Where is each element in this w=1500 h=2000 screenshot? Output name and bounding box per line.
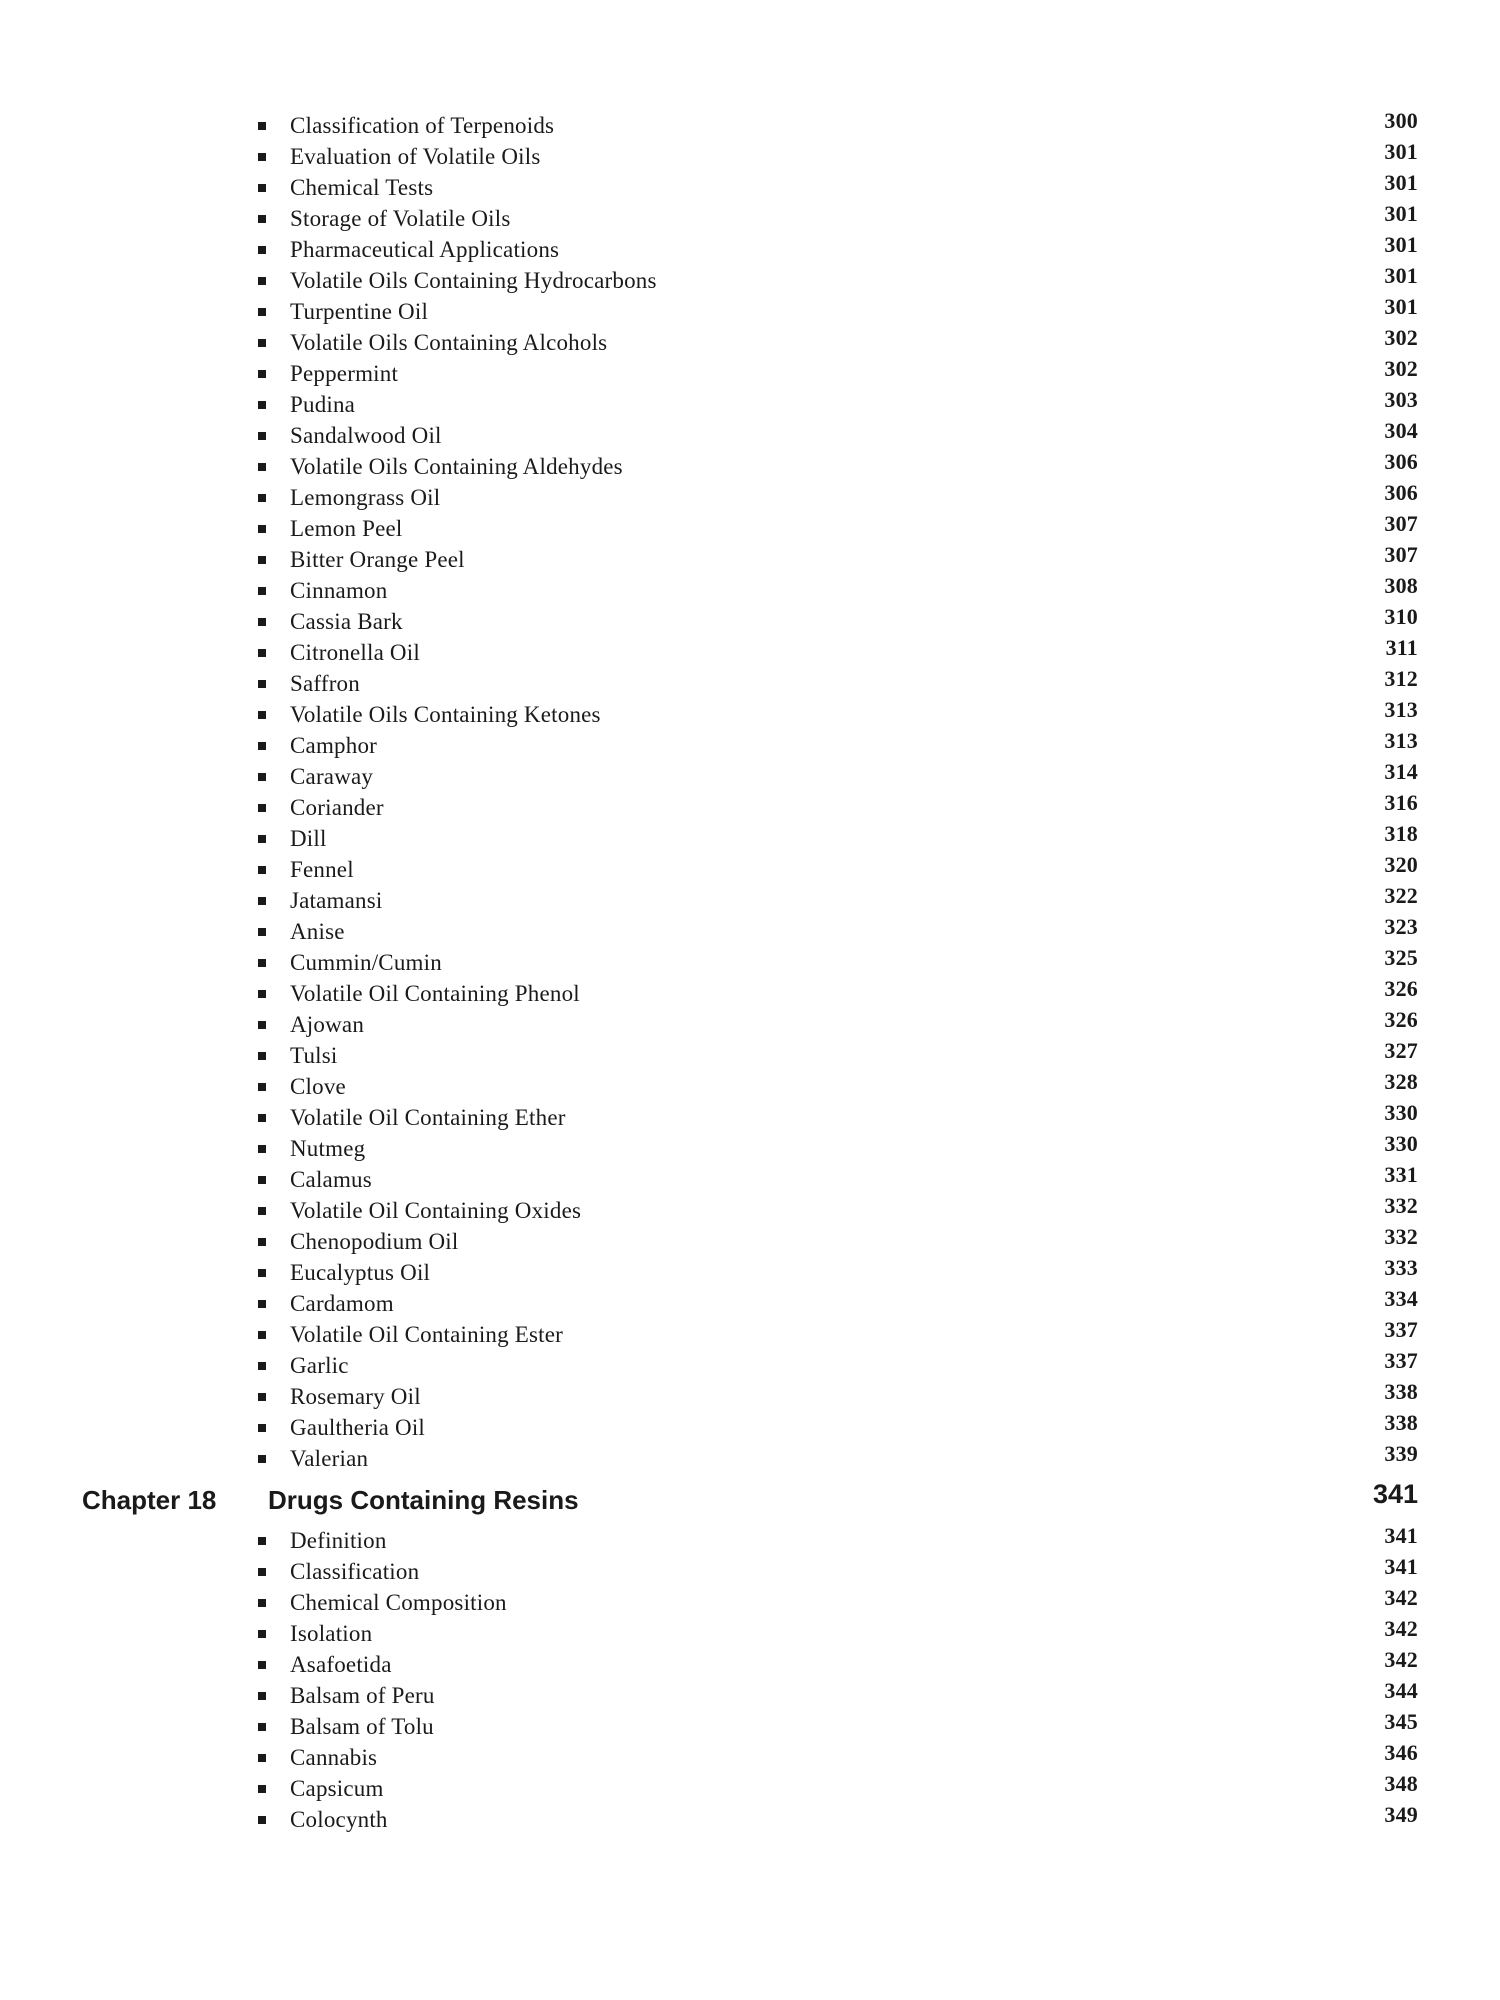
toc-entry-label: Volatile Oil Containing Oxides [290,1198,582,1223]
toc-entry-page-number: 337 [1384,1317,1418,1342]
toc-entry-page-number: 346 [1384,1740,1418,1765]
toc-entry-page-number: 307 [1384,542,1418,567]
toc-entry [258,637,1418,668]
toc-entry [258,1618,1418,1649]
toc-entry [258,1288,1418,1319]
toc-entry [258,513,1418,544]
toc-entry [258,1443,1418,1474]
toc-entry-page-number: 312 [1384,666,1418,691]
square-bullet-icon [258,122,266,130]
toc-entry-label: Citronella Oil [290,640,420,665]
toc-entry-label: Sandalwood Oil [290,423,442,448]
toc-entry-label: Cassia Bark [290,609,403,634]
toc-entry [258,1412,1418,1443]
toc-entry [258,358,1418,389]
toc-entry [258,947,1418,978]
toc-entry-label: Volatile Oils Containing Ketones [290,702,601,727]
square-bullet-icon [258,1393,266,1401]
toc-entry-page-number: 349 [1384,1802,1418,1827]
toc-entry-page-number: 302 [1384,325,1418,350]
square-bullet-icon [258,587,266,595]
toc-entry-label: Valerian [290,1446,369,1471]
toc-entry-label: Volatile Oil Containing Ether [290,1105,566,1130]
toc-entry [258,141,1418,172]
toc-entry-page-number: 338 [1384,1410,1418,1435]
toc-entry-page-number: 303 [1384,387,1418,412]
square-bullet-icon [258,866,266,874]
toc-entry-page-number: 306 [1384,449,1418,474]
toc-entry [258,1525,1418,1556]
toc-entry-label: Classification of Terpenoids [290,113,555,138]
toc-entry-label: Peppermint [290,361,399,386]
toc-entry [258,482,1418,513]
toc-entry [258,792,1418,823]
toc-entry [258,110,1418,141]
toc-entry [258,1649,1418,1680]
toc-entry-label: Volatile Oils Containing Alcohols [290,330,608,355]
toc-entry [258,1257,1418,1288]
square-bullet-icon [258,1785,266,1793]
toc-entry-label: Ajowan [290,1012,365,1037]
toc-entry [258,606,1418,637]
toc-entry-label: Dill [290,826,327,851]
toc-entry-label: Caraway [290,764,374,789]
toc-entry [258,1164,1418,1195]
toc-entry-label: Chenopodium Oil [290,1229,459,1254]
toc-entry-label: Jatamansi [290,888,383,913]
square-bullet-icon [258,990,266,998]
toc-entry-label: Cardamom [290,1291,394,1316]
chapter-title: Drugs Containing Resins [268,1485,579,1515]
toc-entry-label: Asafoetida [290,1652,392,1677]
square-bullet-icon [258,246,266,254]
toc-entry-label: Cummin/Cumin [290,950,442,975]
toc-entry [258,730,1418,761]
square-bullet-icon [258,1331,266,1339]
square-bullet-icon [258,370,266,378]
toc-entry [258,668,1418,699]
toc-entry-label: Volatile Oils Containing Hydrocarbons [290,268,657,293]
square-bullet-icon [258,1052,266,1060]
toc-entry-label: Clove [290,1074,346,1099]
toc-entry-label: Tulsi [290,1043,338,1068]
toc-entry-page-number: 323 [1384,914,1418,939]
square-bullet-icon [258,1300,266,1308]
square-bullet-icon [258,742,266,750]
toc-entry [258,1226,1418,1257]
toc-entry [258,575,1418,606]
toc-entry-page-number: 332 [1384,1224,1418,1249]
toc-entry [258,203,1418,234]
square-bullet-icon [258,804,266,812]
toc-entry-label: Evaluation of Volatile Oils [290,144,541,169]
square-bullet-icon [258,1114,266,1122]
square-bullet-icon [258,1599,266,1607]
toc-entry-page-number: 339 [1384,1441,1418,1466]
square-bullet-icon [258,1021,266,1029]
square-bullet-icon [258,1207,266,1215]
square-bullet-icon [258,1568,266,1576]
toc-entry-page-number: 304 [1384,418,1418,443]
toc-entry-label: Pharmaceutical Applications [290,237,560,262]
toc-entry [258,1350,1418,1381]
toc-entry-page-number: 316 [1384,790,1418,815]
square-bullet-icon [258,215,266,223]
toc-entry-page-number: 301 [1384,294,1418,319]
square-bullet-icon [258,1145,266,1153]
toc-entry-label: Bitter Orange Peel [290,547,465,572]
toc-entry-label: Isolation [290,1621,373,1646]
toc-entry-label: Balsam of Peru [290,1683,435,1708]
toc-entry-page-number: 313 [1384,697,1418,722]
square-bullet-icon [258,897,266,905]
toc-entry-page-number: 348 [1384,1771,1418,1796]
square-bullet-icon [258,1754,266,1762]
square-bullet-icon [258,463,266,471]
toc-entry-label: Calamus [290,1167,372,1192]
toc-entry-page-number: 300 [1384,108,1418,133]
toc-entry-label: Capsicum [290,1776,384,1801]
toc-entry-page-number: 330 [1384,1131,1418,1156]
toc-entry-page-number: 322 [1384,883,1418,908]
toc-entry-page-number: 326 [1384,1007,1418,1032]
toc-entry [258,1195,1418,1226]
toc-entry [258,296,1418,327]
toc-entry-label: Cinnamon [290,578,388,603]
toc-entry-label: Rosemary Oil [290,1384,421,1409]
toc-entry-page-number: 313 [1384,728,1418,753]
toc-entry-label: Turpentine Oil [290,299,429,324]
square-bullet-icon [258,1238,266,1246]
square-bullet-icon [258,835,266,843]
toc-entry-label: Chemical Composition [290,1590,507,1615]
square-bullet-icon [258,432,266,440]
toc-entry [258,1102,1418,1133]
square-bullet-icon [258,928,266,936]
toc-entry-page-number: 341 [1384,1523,1418,1548]
toc-entry-page-number: 301 [1384,139,1418,164]
toc-entry [258,916,1418,947]
toc-entry-label: Volatile Oil Containing Ester [290,1322,564,1347]
square-bullet-icon [258,401,266,409]
toc-entry-label: Nutmeg [290,1136,366,1161]
toc-entry-page-number: 318 [1384,821,1418,846]
chapter-number: Chapter 18 [82,1485,217,1515]
toc-entry [258,327,1418,358]
toc-entry [258,1804,1418,1835]
toc-entry [258,854,1418,885]
square-bullet-icon [258,649,266,657]
toc-entry-page-number: 344 [1384,1678,1418,1703]
toc-entry-page-number: 307 [1384,511,1418,536]
toc-entry-label: Garlic [290,1353,349,1378]
toc-entry-page-number: 306 [1384,480,1418,505]
square-bullet-icon [258,959,266,967]
square-bullet-icon [258,773,266,781]
toc-entry-label: Classification [290,1559,420,1584]
square-bullet-icon [258,680,266,688]
toc-entry-label: Saffron [290,671,360,696]
toc-list-volatile-oils [258,110,1418,1474]
square-bullet-icon [258,1816,266,1824]
toc-entry-label: Definition [290,1528,387,1553]
chapter-page-number: 341 [1372,1479,1418,1509]
toc-entry-page-number: 341 [1384,1554,1418,1579]
square-bullet-icon [258,277,266,285]
toc-entry [258,234,1418,265]
toc-entry-page-number: 327 [1384,1038,1418,1063]
toc-entry-page-number: 302 [1384,356,1418,381]
toc-entry-label: Eucalyptus Oil [290,1260,431,1285]
toc-entry [258,761,1418,792]
toc-entry-label: Lemongrass Oil [290,485,441,510]
toc-entry [258,1742,1418,1773]
toc-entry-page-number: 337 [1384,1348,1418,1373]
toc-entry-page-number: 314 [1384,759,1418,784]
chapter-heading [82,1480,1418,1520]
toc-entry-label: Cannabis [290,1745,378,1770]
toc-entry [258,1133,1418,1164]
toc-entry-page-number: 330 [1384,1100,1418,1125]
toc-entry-page-number: 310 [1384,604,1418,629]
square-bullet-icon [258,494,266,502]
square-bullet-icon [258,1176,266,1184]
toc-entry-page-number: 342 [1384,1647,1418,1672]
square-bullet-icon [258,556,266,564]
toc-entry [258,1071,1418,1102]
toc-entry [258,1319,1418,1350]
toc-entry [258,265,1418,296]
toc-entry-page-number: 301 [1384,170,1418,195]
toc-entry-label: Coriander [290,795,384,820]
toc-entry [258,544,1418,575]
toc-entry-label: Anise [290,919,345,944]
square-bullet-icon [258,308,266,316]
toc-entry [258,389,1418,420]
toc-entry-label: Storage of Volatile Oils [290,206,511,231]
toc-entry-page-number: 311 [1385,635,1418,660]
toc-entry [258,699,1418,730]
toc-entry-label: Volatile Oils Containing Aldehydes [290,454,623,479]
toc-entry-page-number: 334 [1384,1286,1418,1311]
toc-entry-page-number: 301 [1384,263,1418,288]
toc-entry [258,172,1418,203]
square-bullet-icon [258,1269,266,1277]
toc-entry-page-number: 301 [1384,232,1418,257]
toc-entry-page-number: 301 [1384,201,1418,226]
toc-entry-page-number: 345 [1384,1709,1418,1734]
toc-list-resins [258,1525,1418,1835]
toc-entry [258,420,1418,451]
toc-entry [258,1556,1418,1587]
toc-entry-label: Lemon Peel [290,516,403,541]
toc-entry [258,1773,1418,1804]
toc-entry-page-number: 333 [1384,1255,1418,1280]
square-bullet-icon [258,1630,266,1638]
toc-entry-label: Pudina [290,392,356,417]
toc-entry-label: Gaultheria Oil [290,1415,426,1440]
toc-entry-page-number: 331 [1384,1162,1418,1187]
square-bullet-icon [258,525,266,533]
toc-entry [258,1711,1418,1742]
square-bullet-icon [258,1424,266,1432]
toc-entry [258,1587,1418,1618]
toc-entry [258,978,1418,1009]
square-bullet-icon [258,1537,266,1545]
toc-entry [258,885,1418,916]
toc-entry-page-number: 342 [1384,1585,1418,1610]
toc-entry [258,451,1418,482]
toc-entry [258,1040,1418,1071]
toc-entry-page-number: 325 [1384,945,1418,970]
square-bullet-icon [258,618,266,626]
toc-entry [258,1381,1418,1412]
square-bullet-icon [258,1083,266,1091]
square-bullet-icon [258,1455,266,1463]
toc-entry-page-number: 320 [1384,852,1418,877]
toc-entry-label: Fennel [290,857,354,882]
toc-entry [258,823,1418,854]
toc-entry [258,1009,1418,1040]
toc-entry [258,1680,1418,1711]
toc-entry-label: Volatile Oil Containing Phenol [290,981,580,1006]
toc-entry-page-number: 342 [1384,1616,1418,1641]
toc-entry-label: Camphor [290,733,377,758]
toc-entry-page-number: 308 [1384,573,1418,598]
toc-entry-page-number: 332 [1384,1193,1418,1218]
square-bullet-icon [258,1661,266,1669]
toc-entry-label: Chemical Tests [290,175,434,200]
square-bullet-icon [258,1692,266,1700]
toc-entry-page-number: 338 [1384,1379,1418,1404]
square-bullet-icon [258,153,266,161]
toc-entry-label: Balsam of Tolu [290,1714,434,1739]
square-bullet-icon [258,1723,266,1731]
toc-entry-page-number: 328 [1384,1069,1418,1094]
square-bullet-icon [258,184,266,192]
toc-entry-label: Colocynth [290,1807,388,1832]
toc-entry-page-number: 326 [1384,976,1418,1001]
square-bullet-icon [258,711,266,719]
square-bullet-icon [258,339,266,347]
square-bullet-icon [258,1362,266,1370]
